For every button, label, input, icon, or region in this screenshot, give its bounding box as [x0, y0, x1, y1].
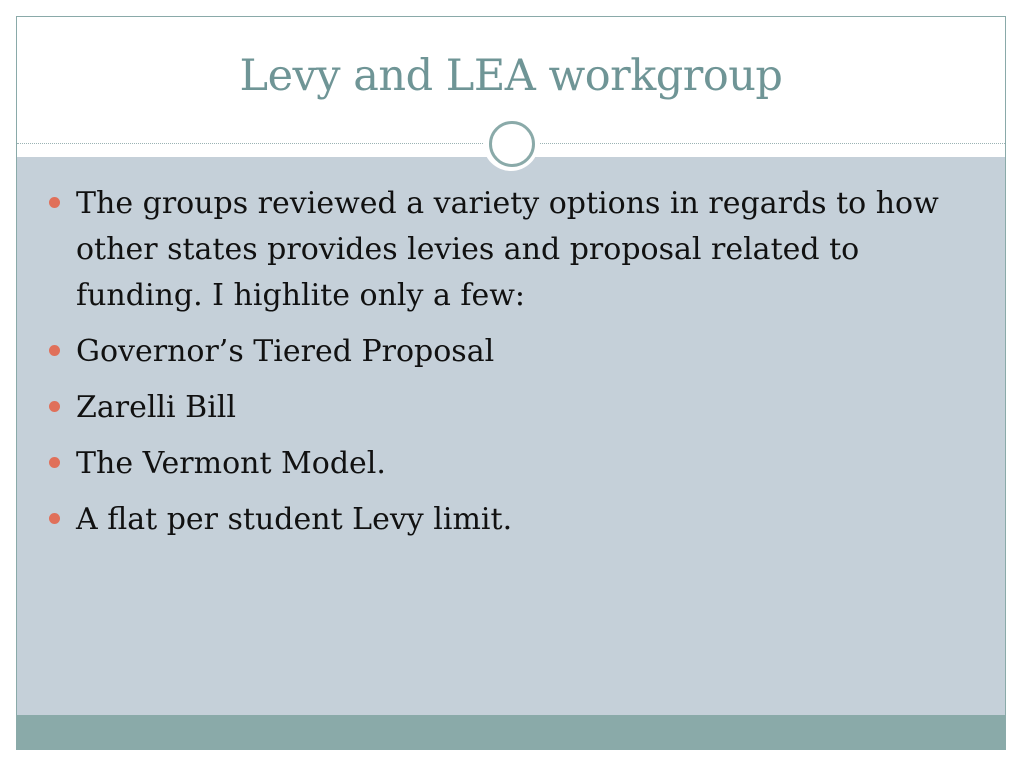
- bullet-list: [47, 181, 972, 553]
- ring-icon: [489, 121, 535, 167]
- footer-bar: [17, 715, 1005, 749]
- bullet-text: Zarelli Bill: [76, 390, 236, 425]
- bullet-text: The Vermont Model.: [76, 446, 386, 481]
- list-item: [47, 181, 972, 319]
- bullet-text: A flat per student Levy limit.: [76, 502, 513, 537]
- list-item: [47, 385, 972, 431]
- slide-title: Levy and LEA workgroup: [239, 51, 783, 101]
- list-item: [47, 497, 972, 543]
- bullet-icon: [49, 513, 60, 524]
- bullet-icon: [49, 197, 60, 208]
- bullet-text: The groups reviewed a variety options in regards to how other states provides levies and proposal related to funding. I highlite only a few:: [76, 186, 939, 313]
- bullet-icon: [49, 401, 60, 412]
- circle-ornament-icon: [483, 115, 539, 171]
- list-item: [47, 441, 972, 487]
- bullet-text: Governor’s Tiered Proposal: [76, 334, 495, 369]
- bullet-icon: [49, 457, 60, 468]
- bullet-icon: [49, 345, 60, 356]
- slide: [16, 16, 1006, 750]
- list-item: [47, 329, 972, 375]
